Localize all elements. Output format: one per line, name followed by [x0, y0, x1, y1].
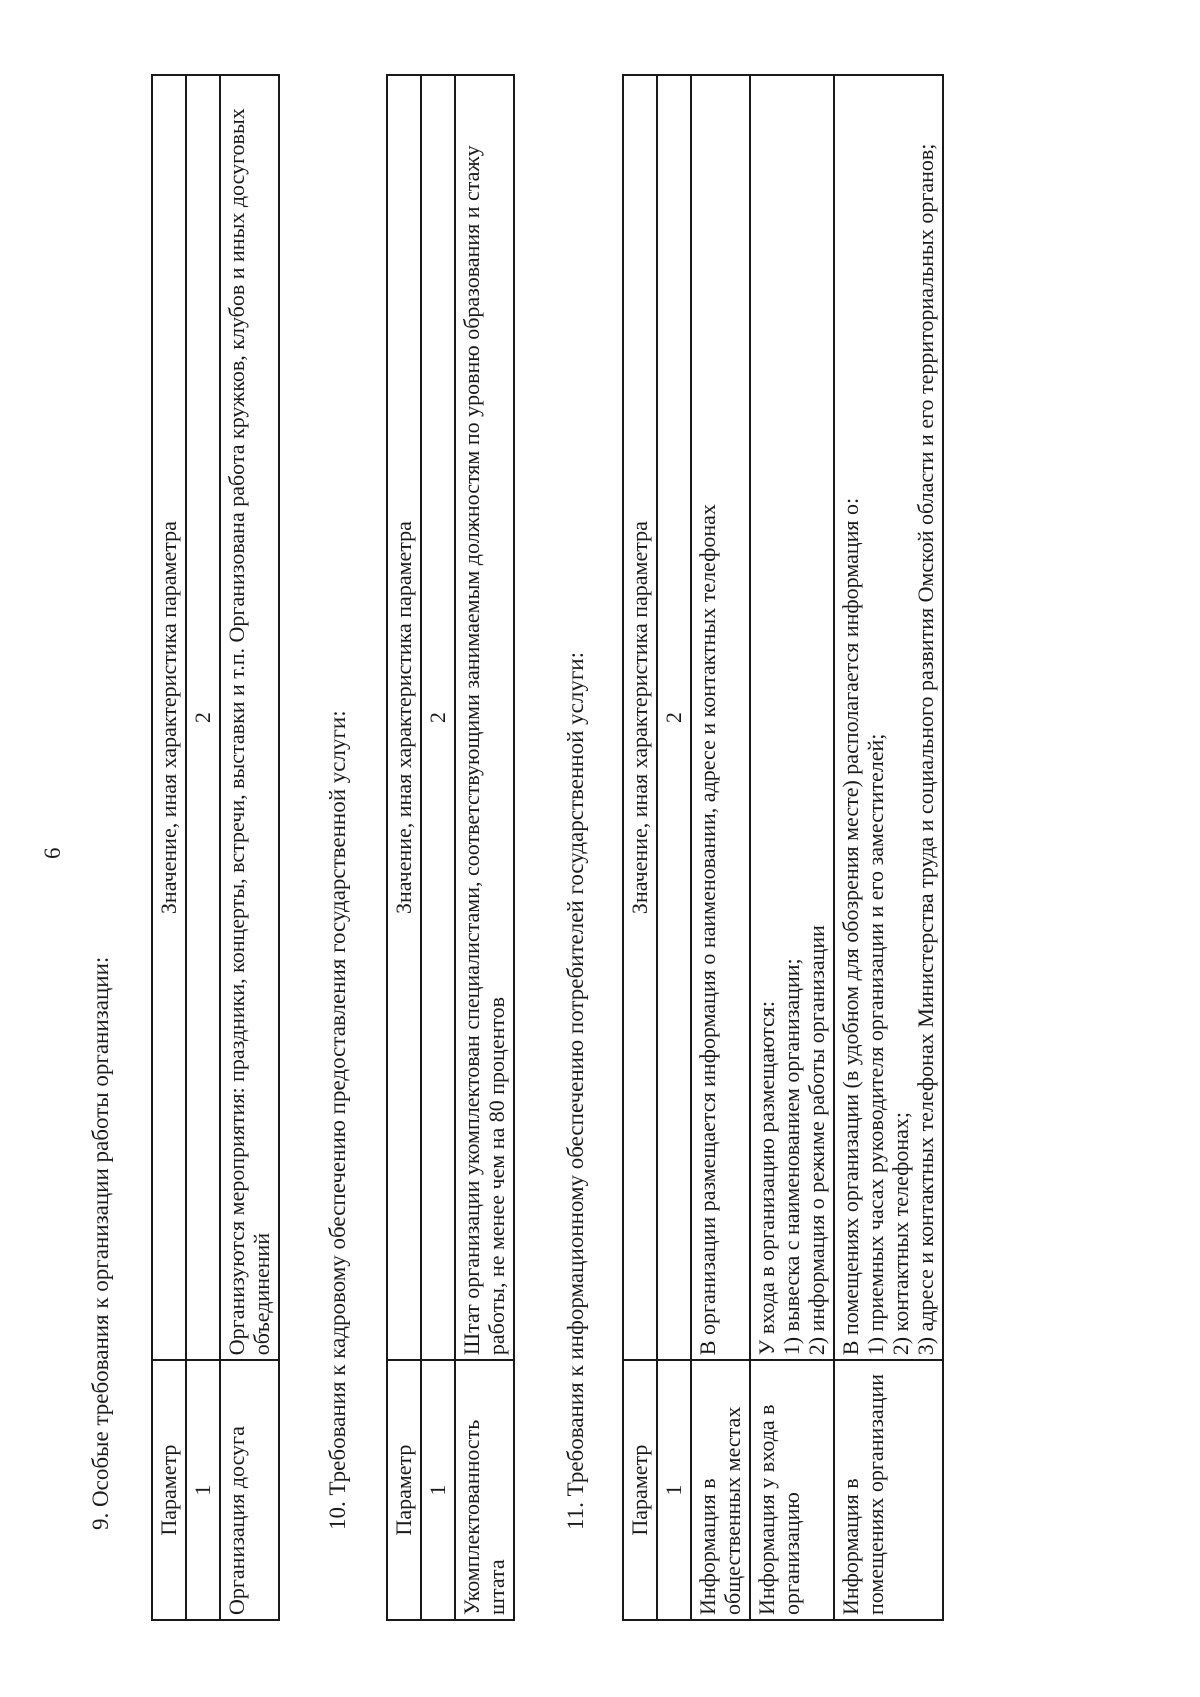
row-value-line: Штат организации укомплектован специалистами, соответствующими занимаемым должностям по уровню образования и стажу работы, не менее чем на 80 процентов — [459, 145, 509, 1356]
table-row — [220, 75, 279, 1620]
table-header-row — [387, 75, 421, 1620]
row-value-line: 2) информация о режиме работы организации — [804, 925, 829, 1356]
section-10-heading: 10. Требования к кадровому обеспечению предоставления государственной услуги: — [325, 710, 350, 1530]
row-value-line: 3) адресе и контактных телефонах Министерства труда и социального развития Омской области и его территориальных органов; — [913, 143, 938, 1356]
column-number-2: 2 — [186, 75, 220, 1360]
row-parameter: Информация у входа в организацию — [750, 1360, 834, 1620]
row-value-line: В помещениях организации (в удобном для обозрения месте) располагается информация о: — [838, 497, 863, 1356]
column-number-row — [421, 75, 455, 1620]
table-row — [834, 75, 943, 1620]
column-header-value: Значение, иная характеристика параметра — [623, 75, 657, 1360]
section-10-table — [386, 74, 515, 1621]
column-header-parameter: Параметр — [623, 1360, 657, 1620]
row-value — [834, 75, 943, 1360]
row-value-line: У входа в организацию размещаются: — [754, 1001, 779, 1356]
row-value — [691, 75, 750, 1360]
column-header-parameter: Параметр — [152, 1360, 186, 1620]
column-header-value: Значение, иная характеристика параметра — [152, 75, 186, 1360]
column-number-2: 2 — [657, 75, 691, 1360]
section-9-heading: 9. Особые требования к организации работы организации: — [88, 956, 113, 1530]
table-row — [455, 75, 514, 1620]
section-11-heading: 11. Требования к информационному обеспечению потребителей государственной услуги: — [563, 652, 588, 1530]
column-number-row — [186, 75, 220, 1620]
column-header-parameter: Параметр — [387, 1360, 421, 1620]
row-value-line: В организации размещается информация о наименовании, адресе и контактных телефонах — [695, 504, 720, 1356]
row-parameter: Информация в помещениях организации — [834, 1360, 943, 1620]
table-row — [750, 75, 834, 1620]
row-value-line: 1) вывеска с наименованием организации; — [779, 958, 804, 1356]
row-value — [750, 75, 834, 1360]
row-parameter: Информация в общественных местах — [691, 1360, 750, 1620]
section-11-table — [622, 74, 944, 1621]
row-parameter: Организация досуга — [220, 1360, 279, 1620]
table-header-row — [152, 75, 186, 1620]
column-header-value: Значение, иная характеристика параметра — [387, 75, 421, 1360]
page-number: 6 — [40, 847, 65, 859]
column-number-row — [657, 75, 691, 1620]
section-9-table — [151, 74, 280, 1621]
column-number-1: 1 — [657, 1360, 691, 1620]
row-parameter: Укомплектованность штата — [455, 1360, 514, 1620]
row-value-line: 2) контактных телефонах; — [888, 1112, 913, 1356]
row-value-line: 1) приемных часах руководителя организации и его заместителей; — [863, 733, 888, 1356]
column-number-2: 2 — [421, 75, 455, 1360]
column-number-1: 1 — [421, 1360, 455, 1620]
row-value-line: Организуются мероприятия: праздники, концерты, встречи, выставки и т.п. Организована работа кружков, клубов и иных досуговых объединений — [224, 108, 274, 1356]
row-value — [455, 75, 514, 1360]
row-value — [220, 75, 279, 1360]
column-number-1: 1 — [186, 1360, 220, 1620]
table-row — [691, 75, 750, 1620]
table-header-row — [623, 75, 657, 1620]
